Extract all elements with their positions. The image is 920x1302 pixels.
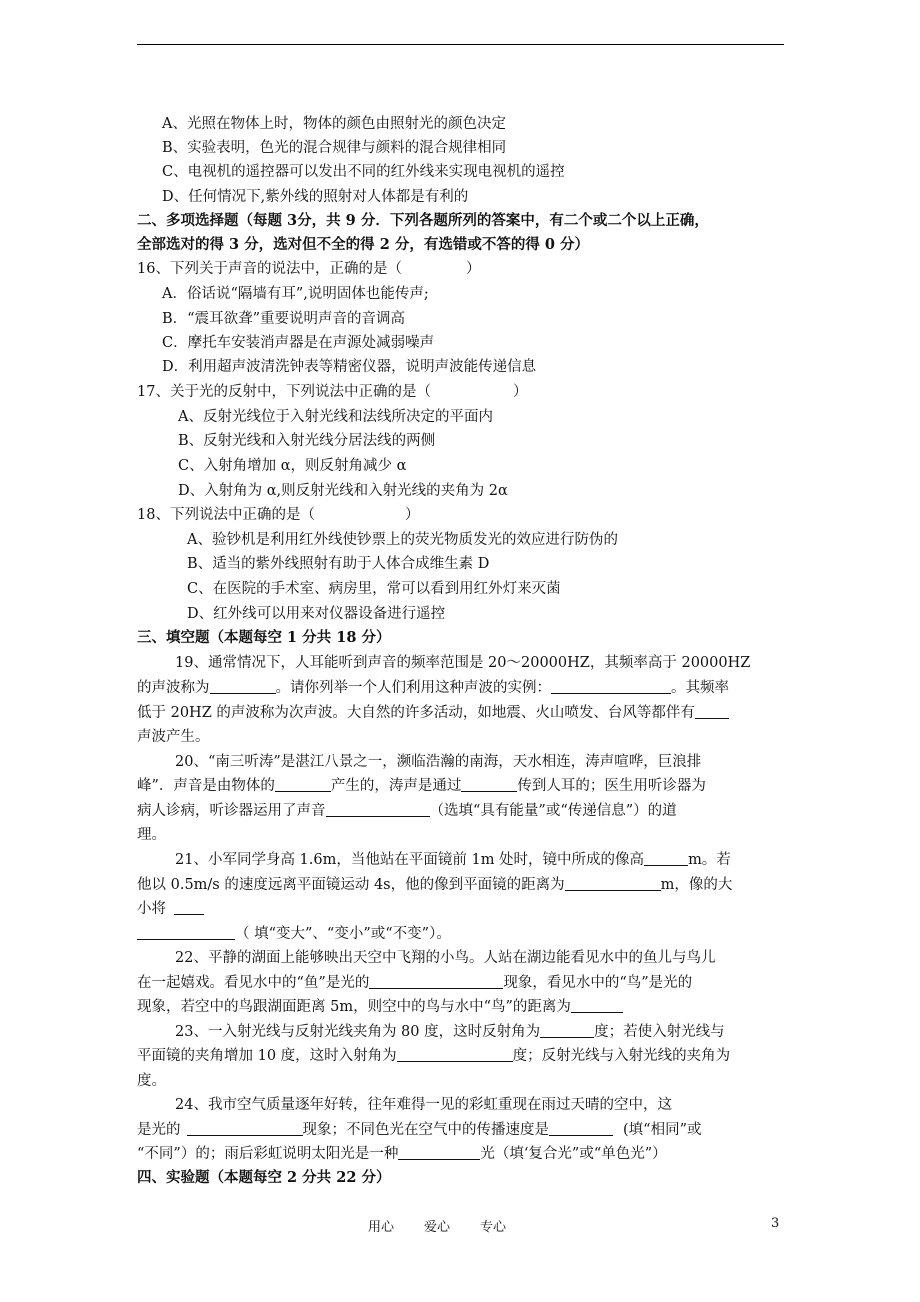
q24-blank-light-type[interactable]: [398, 1145, 480, 1160]
q23-line2-b: 度；反射光线与入射光线的夹角为: [512, 1048, 731, 1064]
q24-line2: [137, 1120, 701, 1140]
q17-option-a: A、反射光线位于入射光线和法线所决定的平面内: [178, 409, 493, 425]
q18-stem-close: ）: [404, 507, 420, 523]
section4-heading: 四、实验题（本题每空 2 分共 22 分）: [137, 1169, 391, 1186]
q17-option-c: C、入射角增加 α，则反射角减少 α: [178, 458, 407, 474]
q20-line3-a: 病人诊病，听诊器运用了声音: [137, 803, 326, 819]
q24-line2-b: 现象；不同色光在空气中的传播速度是: [302, 1122, 549, 1138]
q20-line2: [137, 776, 706, 796]
q23-line2-a: 平面镜的夹角增加 10 度，这时入射角为: [137, 1048, 397, 1064]
q24-line2-a: 是光的: [137, 1122, 181, 1138]
q24-line2-c: (填“相同”或: [623, 1122, 702, 1138]
q19-line2-b: 。请你列举一个人们利用这种声波的实例：: [275, 680, 551, 696]
q23-blank-reflection-angle[interactable]: [540, 1023, 594, 1038]
q19-line1: 19、通常情况下，人耳能听到声音的频率范围是 20～20000HZ，其频率高于 20000HZ: [175, 655, 751, 671]
q21-line1-b: m。若: [688, 852, 731, 868]
q22-line2-b: 现象，看见水中的“鸟”是光的: [503, 975, 693, 991]
page-footer: [368, 1216, 536, 1235]
q21-line3: [137, 899, 204, 919]
q21-line2-a: 他以 0.5m/s 的速度远离平面镜运动 4s，他的像到平面镜的距离为: [137, 877, 565, 893]
q23-line1: [175, 1022, 725, 1042]
q22-line2-a: 在一起嬉戏。看见水中的“鱼”是光的: [137, 975, 370, 991]
q20-blank-info[interactable]: [326, 802, 430, 817]
q22-line2: [137, 973, 692, 993]
q17-option-b: B、反射光线和入射光线分居法线的两侧: [178, 433, 436, 449]
q20-line2-c: 传到人耳的；医生用听诊器为: [517, 778, 706, 794]
section3-heading: 三、填空题（本题每空 1 分共 18 分）: [137, 629, 391, 646]
q17-stem: [137, 382, 527, 402]
q19-line2-a: 的声波称为: [137, 680, 210, 696]
q21-line2: [137, 875, 732, 895]
q24-line3: [137, 1144, 667, 1164]
q20-line3: [137, 801, 677, 821]
q18-stem-text: 18、下列说法中正确的是（: [137, 507, 315, 523]
q21-blank-size-a[interactable]: [174, 900, 204, 915]
q18-option-c: C、在医院的手术室、病房里，常可以看到用红外灯来灭菌: [187, 581, 561, 597]
q23-line3: 度。: [137, 1073, 166, 1089]
q21-line2-b: m，像的大: [660, 877, 733, 893]
q21-blank-distance[interactable]: [565, 876, 661, 891]
q16-option-b: B．“震耳欲聋”重要说明声音的音调高: [162, 311, 405, 327]
q20-blank-vibration[interactable]: [275, 777, 331, 792]
q21-blank-size-b[interactable]: [137, 925, 235, 940]
q21-blank-height[interactable]: [644, 851, 688, 866]
q23-line2: [137, 1046, 730, 1066]
q19-line2: [137, 678, 729, 698]
q17-stem-close: ）: [512, 384, 528, 400]
q21-line3-a: 小将: [137, 901, 166, 917]
q16-stem-text: 16、下列关于声音的说法中，正确的是（: [137, 261, 402, 277]
q18-option-b: B、适当的紫外线照射有助于人体合成维生素 D: [187, 556, 490, 572]
q19-line3-a: 低于 20HZ 的声波称为次声波。大自然的许多活动，如地震、火山喷发、台风等都伴有: [137, 705, 695, 721]
q19-blank-example[interactable]: [551, 679, 671, 694]
q15-option-d: D、任何情况下,紫外线的照射对人体都是有利的: [162, 189, 469, 205]
q23-line1-a: 23、一入射光线与反射光线夹角为 80 度，这时反射角为: [175, 1024, 541, 1040]
q15-option-a: A、光照在物体上时，物体的颜色由照射光的颜色决定: [162, 116, 506, 132]
q20-line1: 20、“南三听涛”是湛江八景之一，濒临浩瀚的南海，天水相连，涛声喧哗，巨浪排: [175, 754, 702, 770]
q16-stem: [137, 259, 480, 279]
q23-blank-incidence-angle[interactable]: [397, 1047, 513, 1062]
footer-word-1: 用心: [368, 1220, 395, 1235]
section2-heading-line1: 二、多项选择题（每题 3分，共 9 分．下列各题所列的答案中，有二个或二个以上正确，: [137, 212, 709, 229]
q20-line2-b: 产生的，涛声是通过: [330, 778, 462, 794]
footer-word-3: 专心: [480, 1220, 507, 1235]
header-rule: [137, 44, 784, 45]
q20-blank-medium[interactable]: [461, 777, 517, 792]
q22-line1: 22、平静的湖面上能够映出天空中飞翔的小鸟。人站在湖边能看见水中的鱼儿与鸟儿: [175, 950, 716, 966]
footer-word-2: 爱心: [424, 1220, 451, 1235]
page-number: 3: [771, 1216, 780, 1231]
q17-stem-text: 17、关于光的反射中，下列说法中正确的是（: [137, 384, 431, 400]
q15-option-b: B、实验表明，色光的混合规律与颜料的混合规律相同: [162, 140, 507, 156]
q24-blank-dispersion[interactable]: [187, 1121, 303, 1136]
q20-line3-b: （选填“具有能量”或“传递信息”）的道: [429, 803, 677, 819]
q24-blank-speed[interactable]: [549, 1121, 613, 1136]
section2-heading-line2: 全部选对的得 3 分，选对但不全的得 2 分，有选错或不答的得 0 分）: [137, 236, 590, 253]
q24-line3-b: 光（填‘复合光”或“单色光”）: [480, 1146, 667, 1162]
q19-blank-ultrasound[interactable]: [210, 679, 276, 694]
q16-option-c: C．摩托车安装消声器是在声源处减弱噪声: [162, 335, 435, 351]
q17-option-d: D、入射角为 α,则反射光线和入射光线的夹角为 2α: [178, 483, 508, 499]
q21-line1-a: 21、小军同学身高 1.6m，当他站在平面镜前 1m 处时，镜中所成的像高: [175, 852, 645, 868]
q16-option-a: A．俗话说“隔墙有耳”,说明固体也能传声;: [162, 286, 429, 302]
q21-line4-a: （ 填“变大”、“变小”或“不变”）。: [235, 926, 451, 942]
q20-line4: 理。: [137, 827, 166, 843]
q21-line4: [137, 924, 451, 944]
q21-line1: [175, 850, 731, 870]
q19-blank-infrasound[interactable]: [695, 704, 729, 719]
q22-blank-refraction[interactable]: [369, 974, 503, 989]
q24-line1: 24、我市空气质量逐年好转，往年难得一见的彩虹重现在雨过天晴的空中，这: [175, 1097, 672, 1113]
q22-line3: [137, 997, 623, 1017]
q15-option-c: C、电视机的遥控器可以发出不同的红外线来实现电视机的遥控: [162, 164, 565, 180]
q24-line3-a: “不同”）的；雨后彩虹说明太阳光是一种: [137, 1146, 399, 1162]
q18-stem: [137, 505, 419, 525]
q19-line4: 声波产生。: [137, 729, 210, 745]
q19-line2-c: 。其频率: [671, 680, 729, 696]
q20-line2-a: 峰”．声音是由物体的: [137, 778, 275, 794]
q16-stem-close: ）: [465, 261, 481, 277]
q22-line3-a: 现象，若空中的鸟跟湖面距离 5m，则空中的鸟与水中“鸟”的距离为: [137, 999, 571, 1015]
q18-option-d: D、红外线可以用来对仪器设备进行遥控: [187, 606, 446, 622]
q18-option-a: A、验钞机是利用红外线使钞票上的荧光物质发光的效应进行防伪的: [187, 532, 618, 548]
q23-line1-b: 度；若使入射光线与: [594, 1024, 725, 1040]
q22-blank-distance[interactable]: [571, 998, 623, 1013]
q19-line3: [137, 703, 729, 723]
q16-option-d: D．利用超声波清洗钟表等精密仪器，说明声波能传递信息: [162, 359, 537, 375]
